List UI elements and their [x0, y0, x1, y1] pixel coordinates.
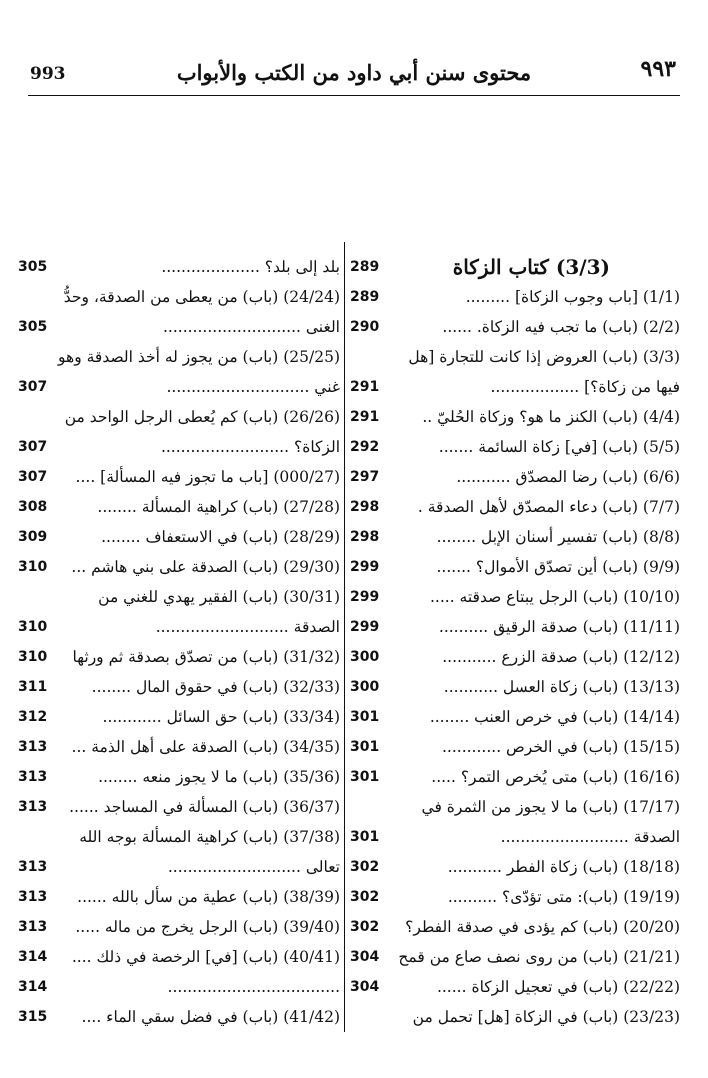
toc-entry-text: (23/23) (باب) في الزكاة [هل] تحمل من: [412, 1008, 680, 1026]
toc-entry: [350, 702, 680, 732]
toc-entry-text: (3/3) (باب) العروض إذا كانت للتجارة [هل: [408, 348, 680, 366]
page-number-latin: 993: [30, 64, 66, 84]
toc-entry: [350, 282, 680, 312]
toc-page-number: 310: [18, 649, 48, 665]
toc-entry-text: غني .............................: [166, 378, 340, 396]
toc-page-number: 310: [18, 559, 48, 575]
toc-page-number: 314: [18, 979, 48, 995]
toc-entry: [350, 342, 680, 372]
toc-page-number: 307: [18, 469, 48, 485]
toc-entry: [18, 612, 340, 642]
toc-page-number: 291: [350, 379, 380, 395]
toc-entry-text: (26/26) (باب) كم يُعطى الرجل الواحد من: [64, 408, 340, 426]
toc-entry: [350, 942, 680, 972]
toc-entry-text: (40/41) (باب) [في] الرخصة في ذلك ....: [71, 948, 340, 966]
toc-page-number: 298: [350, 499, 380, 515]
toc-entry-text: (24/24) (باب) من يعطى من الصدقة، وحدُّ: [63, 288, 340, 306]
toc-entry: [350, 852, 680, 882]
toc-entry-text: (37/38) (باب) كراهية المسألة بوجه الله: [79, 828, 340, 846]
section-title: [350, 252, 680, 282]
toc-entry-text: الغنى ............................: [163, 318, 340, 336]
toc-entry: [18, 1002, 340, 1032]
toc-entry: [18, 792, 340, 822]
toc-entry-text: (3/3) كتاب الزكاة: [452, 255, 610, 279]
toc-column-right: [350, 252, 680, 1042]
toc-entry: [18, 582, 340, 612]
toc-entry: [18, 852, 340, 882]
toc-entry: [350, 312, 680, 342]
toc-entry: [350, 672, 680, 702]
toc-entry-text: (31/32) (باب) من تصدّق بصدقة ثم ورثها: [72, 648, 340, 666]
column-divider: [344, 242, 345, 1032]
toc-page-number: 302: [350, 859, 380, 875]
toc-entry-text: (18/18) (باب) زكاة الفطر ...........: [447, 858, 680, 876]
toc-entry: [18, 432, 340, 462]
toc-entry-text: (38/39) (باب) عطية من سأل بالله ......: [77, 888, 340, 906]
toc-entry: [18, 822, 340, 852]
toc-page-number: 299: [350, 559, 380, 575]
toc-page-number: 313: [18, 889, 48, 905]
toc-entry: [350, 492, 680, 522]
toc-entry-text: (15/15) (باب) في الخرص ............: [442, 738, 680, 756]
toc-entry-text: (30/31) (باب) الفقير يهدي للغني من: [98, 588, 340, 606]
toc-page-number: 300: [350, 679, 380, 695]
toc-entry-text: (33/34) (باب) حق السائل ............: [102, 708, 340, 726]
toc-entry: [350, 732, 680, 762]
toc-entry: [18, 642, 340, 672]
toc-entry: [350, 912, 680, 942]
toc-entry: [18, 402, 340, 432]
toc-entry: [18, 762, 340, 792]
toc-entry-text: (36/37) (باب) المسألة في المساجد ......: [69, 798, 340, 816]
toc-entry-text: (35/36) (باب) ما لا يجوز منعه ........: [98, 768, 340, 786]
toc-entry: [18, 702, 340, 732]
toc-page-number: 289: [350, 259, 380, 275]
toc-entry: [350, 552, 680, 582]
toc-entry: [18, 312, 340, 342]
toc-entry-text: بلد إلى بلد؟ ....................: [161, 258, 340, 276]
toc-entry: [350, 792, 680, 822]
toc-page-number: 300: [350, 649, 380, 665]
toc-page-number: 313: [18, 919, 48, 935]
toc-page-number: 313: [18, 859, 48, 875]
toc-entry: [350, 522, 680, 552]
toc-entry: [350, 372, 680, 402]
toc-page-number: 313: [18, 799, 48, 815]
toc-page-number: 305: [18, 259, 48, 275]
toc-entry: [18, 672, 340, 702]
toc-entry-text: (7/7) (باب) دعاء المصدّق لأهل الصدقة .: [417, 498, 680, 516]
toc-page-number: 291: [350, 409, 380, 425]
toc-entry-text: فيها من زكاة؟] ..................: [490, 378, 680, 396]
toc-entry-text: (39/40) (باب) الرجل يخرج من ماله .....: [75, 918, 340, 936]
toc-entry-text: ...................................: [167, 978, 340, 996]
toc-entry-text: (13/13) (باب) زكاة العسل ...........: [443, 678, 680, 696]
toc-entry-text: (29/30) (باب) الصدقة على بني هاشم ...: [71, 558, 340, 576]
toc-entry: [350, 1002, 680, 1032]
page-header-title: محتوى سنن أبي داود من الكتب والأبواب: [176, 60, 532, 85]
toc-entry: [18, 732, 340, 762]
toc-entry: [350, 432, 680, 462]
toc-page-number: 301: [350, 829, 380, 845]
toc-page-number: 309: [18, 529, 48, 545]
toc-page-number: 305: [18, 319, 48, 335]
toc-page-number: 289: [350, 289, 380, 305]
toc-entry-text: (8/8) (باب) تفسير أسنان الإبل ........: [436, 528, 680, 546]
toc-page-number: 292: [350, 439, 380, 455]
toc-page-number: 301: [350, 709, 380, 725]
toc-entry-text: (25/25) (باب) من يجوز له أخذ الصدقة وهو: [58, 348, 340, 366]
toc-page-number: 299: [350, 619, 380, 635]
toc-entry-text: (2/2) (باب) ما تجب فيه الزكاة. ......: [442, 318, 680, 336]
toc-entry: [350, 882, 680, 912]
toc-entry-text: (9/9) (باب) أين تصدّق الأموال؟ .......: [436, 558, 680, 576]
toc-entry-text: (32/33) (باب) في حقوق المال ........: [91, 678, 340, 696]
toc-entry: [18, 552, 340, 582]
toc-entry: [350, 462, 680, 492]
toc-entry: [18, 282, 340, 312]
toc-entry-text: (17/17) (باب) ما لا يجوز من الثمرة في: [421, 798, 680, 816]
toc-entry: [350, 402, 680, 432]
toc-page-number: 304: [350, 949, 380, 965]
toc-entry: [18, 882, 340, 912]
toc-entry: [18, 972, 340, 1002]
toc-page-number: 313: [18, 739, 48, 755]
toc-entry: [350, 612, 680, 642]
toc-page-number: 298: [350, 529, 380, 545]
toc-page-number: 302: [350, 919, 380, 935]
toc-page-number: 301: [350, 739, 380, 755]
toc-entry-text: (1/1) [باب وجوب الزكاة] .........: [465, 288, 680, 306]
toc-entry: [350, 972, 680, 1002]
toc-page-number: 297: [350, 469, 380, 485]
toc-page-number: 307: [18, 439, 48, 455]
toc-entry-text: (41/42) (باب) في فضل سقي الماء ....: [81, 1008, 340, 1026]
toc-entry-text: (20/20) (باب) كم يؤدى في صدقة الفطر؟: [405, 918, 680, 936]
toc-page-number: 313: [18, 769, 48, 785]
toc-entry-text: (6/6) (باب) رضا المصدّق ...........: [456, 468, 680, 486]
toc-entry: [18, 522, 340, 552]
toc-entry: [18, 492, 340, 522]
toc-page-number: 304: [350, 979, 380, 995]
toc-entry: [18, 372, 340, 402]
toc-entry-text: (14/14) (باب) في خرص العنب ........: [429, 708, 680, 726]
toc-entry-text: (34/35) (باب) الصدقة على أهل الذمة ...: [71, 738, 340, 756]
toc-entry-text: (11/11) (باب) صدقة الرقيق ..........: [438, 618, 680, 636]
toc-entry: [18, 462, 340, 492]
toc-entry: [350, 582, 680, 612]
toc-page-number: 301: [350, 769, 380, 785]
toc-page-number: 302: [350, 889, 380, 905]
toc-entry-text: (5/5) (باب) [في] زكاة السائمة .......: [438, 438, 680, 456]
toc-page-number: 311: [18, 679, 48, 695]
toc-entry: [18, 942, 340, 972]
toc-entry-text: (27/28) (باب) كراهية المسألة ........: [97, 498, 340, 516]
toc-entry: [350, 762, 680, 792]
toc-entry-text: الصدقة ...........................: [155, 618, 340, 636]
toc-entry: [350, 642, 680, 672]
toc-entry-text: (4/4) (باب) الكنز ما هو؟ وزكاة الحُليّ ..: [422, 408, 680, 426]
toc-page-number: 314: [18, 949, 48, 965]
page-number-arabic: ٩٩٣: [640, 56, 676, 82]
toc-entry: [18, 252, 340, 282]
toc-page-number: 310: [18, 619, 48, 635]
toc-entry: [18, 912, 340, 942]
toc-entry-text: (21/21) (باب) من روى نصف صاع من قمح: [398, 948, 680, 966]
toc-page-number: 312: [18, 709, 48, 725]
toc-page-number: 308: [18, 499, 48, 515]
toc-entry-text: (22/22) (باب) في تعجيل الزكاة ......: [436, 978, 680, 996]
header-rule: [28, 95, 680, 96]
toc-entry-text: (16/16) (باب) متى يُخرص التمر؟ .....: [431, 768, 680, 786]
toc-page-number: 290: [350, 319, 380, 335]
toc-page-number: 299: [350, 589, 380, 605]
toc-entry-text: (000/27) [باب ما تجوز فيه المسألة] ....: [75, 468, 340, 486]
toc-entry-text: الزكاة؟ ..........................: [160, 438, 340, 456]
toc-entry-text: الصدقة ..........................: [500, 828, 680, 846]
toc-entry-text: (10/10) (باب) الرجل يبتاع صدقته .....: [429, 588, 680, 606]
toc-column-left: [18, 252, 340, 1042]
toc-entry-text: (28/29) (باب) في الاستعفاف ........: [101, 528, 340, 546]
toc-entry-text: (19/19) (باب): متى تؤدّى؟ ..........: [447, 888, 680, 906]
toc-entry-text: (12/12) (باب) صدقة الزرع ...........: [442, 648, 680, 666]
toc-entry: [350, 822, 680, 852]
toc-entry: [18, 342, 340, 372]
toc-page-number: 315: [18, 1009, 48, 1025]
toc-page-number: 307: [18, 379, 48, 395]
toc-entry-text: تعالى ...........................: [167, 858, 340, 876]
